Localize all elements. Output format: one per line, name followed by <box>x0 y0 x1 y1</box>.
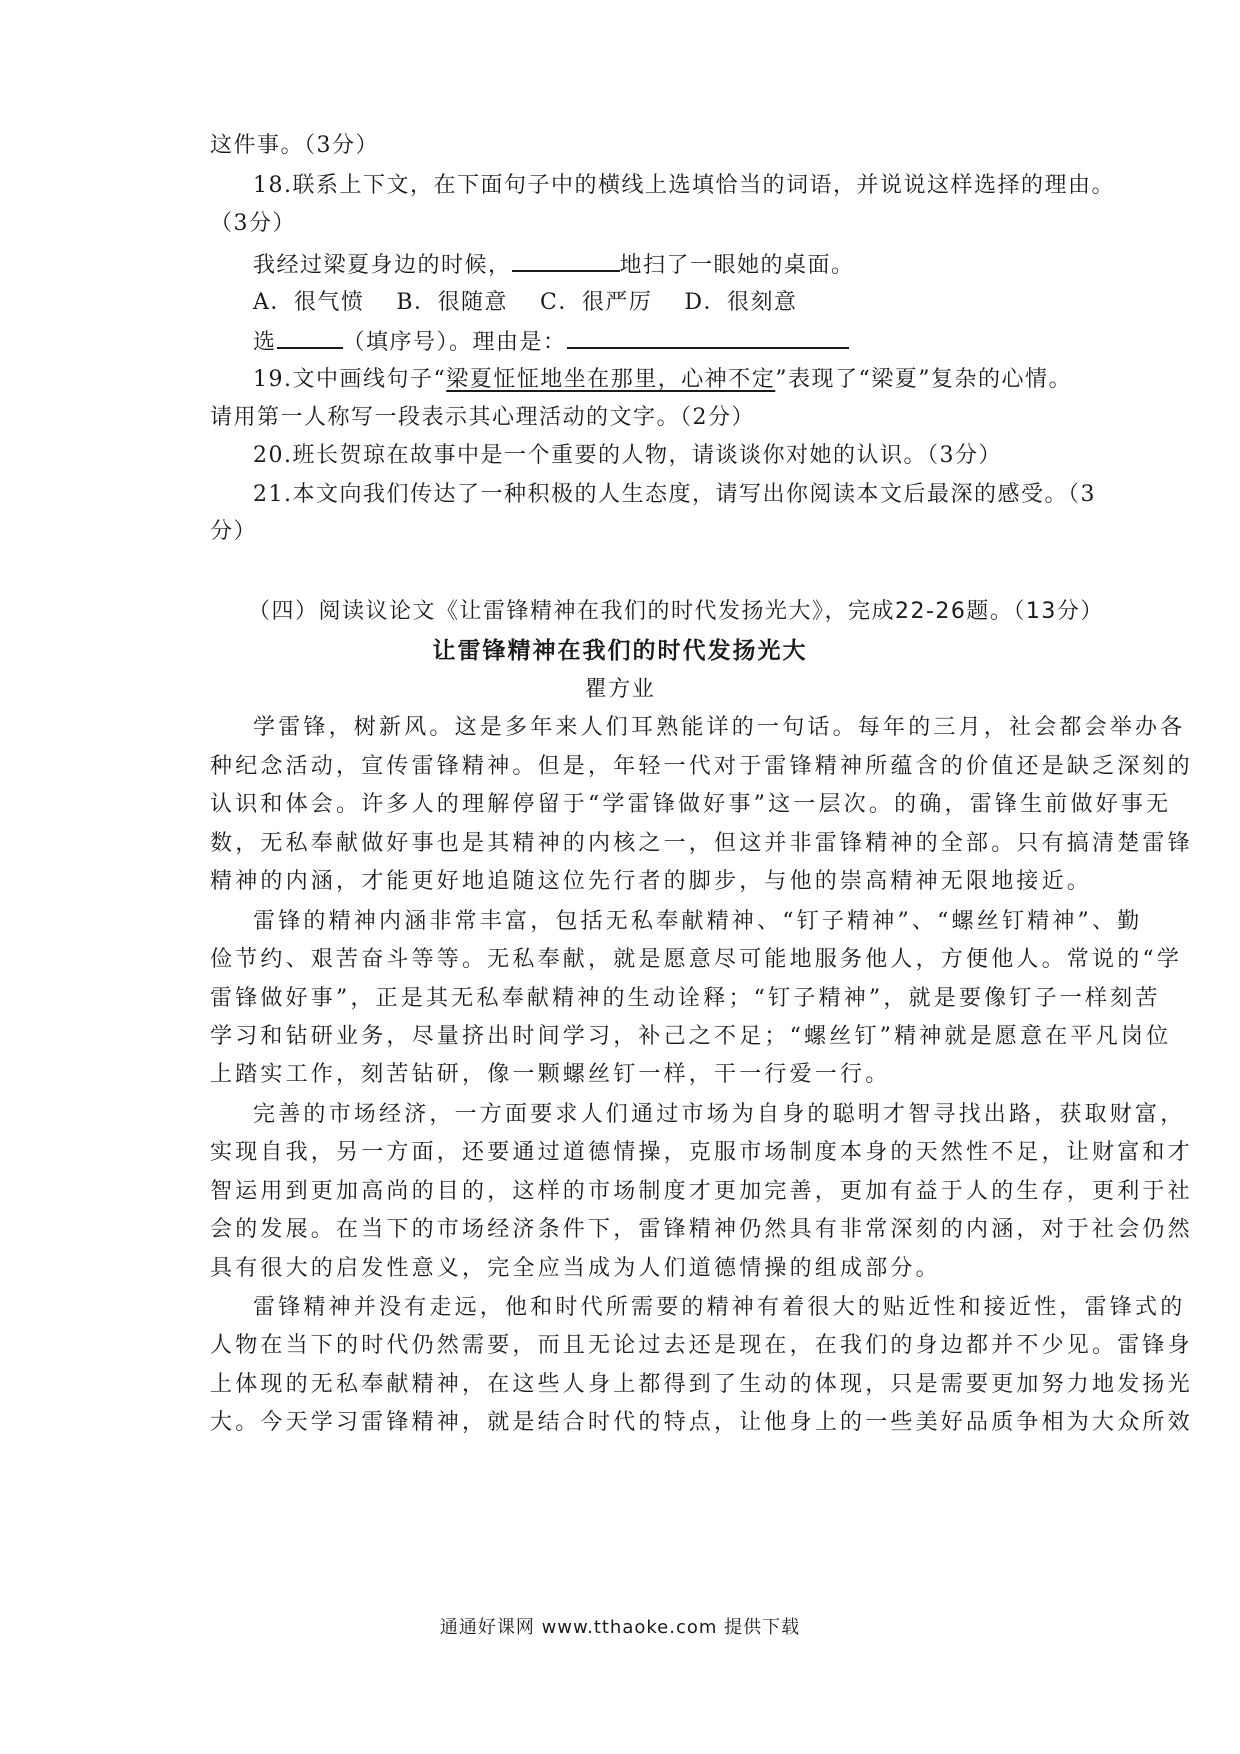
article-title: 让雷锋精神在我们的时代发扬光大 <box>432 638 808 664</box>
q18-text: 18.联系上下文，在下面句子中的横线上选填恰当的词语，并说说这样选择的理由。 <box>253 173 1115 198</box>
p2-line: 学习和钻研业务，尽量挤出时间学习，补己之不足；“螺丝钉”精神就是愿意在平凡岗位 <box>210 1024 1172 1049</box>
select-hint: （填序号）。理由是： <box>342 330 567 355</box>
p1-line: 学雷锋，树新风。这是多年来人们耳熟能详的一句话。每年的三月，社会都会举办各 <box>253 715 1186 740</box>
answer-blank[interactable] <box>512 248 620 272</box>
p1-line: 精神的内涵，才能更好地追随这位先行者的脚步，与他的崇高精神无限地接近。 <box>210 869 1093 894</box>
q21-score: 分） <box>210 519 258 544</box>
q18-select <box>253 325 1060 359</box>
q17-tail: 这件事。（3分） <box>210 133 379 158</box>
p3-line: 具有很大的启发性意义，完全应当成为人们道德情操的组成部分。 <box>210 1256 941 1281</box>
reason-blank[interactable] <box>567 325 849 349</box>
q19-suffix: ”表现了“梁夏”复杂的心情。 <box>775 367 1073 392</box>
p3-line: 智运用到更加高尚的目的，这样的市场制度才更加完善，更加有益于人的生存，更利于社 <box>210 1179 1193 1204</box>
q19-line2: 请用第一人称写一段表示其心理活动的文字。（2分） <box>210 405 755 430</box>
q18-sentence-start: 我经过梁夏身边的时候， <box>253 253 512 278</box>
select-label: 选 <box>253 330 277 355</box>
p1-line: 认识和体会。许多人的理解停留于“学雷锋做好事”这一层次。的确，雷锋生前做好事无 <box>210 792 1172 817</box>
p3-line: 完善的市场经济，一方面要求人们通过市场为自身的聪明才智寻找出路，获取财富， <box>253 1102 1186 1127</box>
select-blank[interactable] <box>277 325 343 349</box>
p4-line: 雷锋精神并没有走远，他和时代所需要的精神有着很大的贴近性和接近性，雷锋式的 <box>253 1295 1186 1320</box>
p4-line: 大。今天学习雷锋精神，就是结合时代的特点，让他身上的一些美好品质争相为大众所效 <box>210 1410 1193 1435</box>
q19-prefix: 19.文中画线句子“ <box>253 367 447 392</box>
p4-line: 人物在当下的时代仍然需要，而且无论过去还是现在，在我们的身边都并不少见。雷锋身 <box>210 1333 1193 1358</box>
p3-line: 实现自我，另一方面，还要通过道德情操，克服市场制度本身的天然性不足，让财富和才 <box>210 1140 1193 1165</box>
p2-line: 雷锋的精神内涵非常丰富，包括无私奉献精神、“钉子精神”、“螺丝钉精神”、勤 <box>253 909 1143 934</box>
p2-line: 俭节约、艰苦奋斗等等。无私奉献，就是愿意尽可能地服务他人，方便他人。常说的“学 <box>210 947 1183 972</box>
article-author: 瞿方业 <box>584 677 656 702</box>
p4-line: 上体现的无私奉献精神，在这些人身上都得到了生动的体现，只是需要更加努力地发扬光 <box>210 1372 1193 1397</box>
p2-line: 上踏实工作，刻苦钻研，像一颗螺丝钉一样，干一行爱一行。 <box>210 1062 891 1087</box>
page-footer: 通通好课网 www.tthaoke.com 提供下载 <box>439 1617 801 1638</box>
p1-line: 数，无私奉献做好事也是其精神的内核之一，但这并非雷锋精神的全部。只有搞清楚雷锋 <box>210 831 1193 856</box>
q19-underlined-sentence: 梁夏怔怔地坐在那里，心神不定 <box>446 367 776 392</box>
q19-text <box>253 364 1073 396</box>
q21-text: 21.本文向我们传达了一种积极的人生态度，请写出你阅读本文后最深的感受。（3 <box>253 482 1096 507</box>
p1-line: 种纪念活动，宣传雷锋精神。但是，年轻一代对于雷锋精神所蕴含的价值还是缺乏深刻的 <box>210 754 1193 779</box>
q18-sentence <box>253 248 1060 282</box>
section-heading: （四）阅读议论文《让雷锋精神在我们的时代发扬光大》，完成22-26题。（13分） <box>248 599 1104 624</box>
q18-sentence-end: 地扫了一眼她的桌面。 <box>619 253 855 278</box>
q18-options: A．很气愤 B．很随意 C．很严厉 D．很刻意 <box>253 290 798 315</box>
q20-text: 20.班长贺琼在故事中是一个重要的人物，请谈谈你对她的认识。（3分） <box>253 443 1002 468</box>
q18-score: （3分） <box>210 211 296 236</box>
p3-line: 会的发展。在当下的市场经济条件下，雷锋精神仍然具有非常深刻的内涵，对于社会仍然 <box>210 1217 1193 1242</box>
p2-line: 雷锋做好事”，正是其无私奉献精神的生动诠释；“钉子精神”，就是要像钉子一样刻苦 <box>210 986 1161 1011</box>
